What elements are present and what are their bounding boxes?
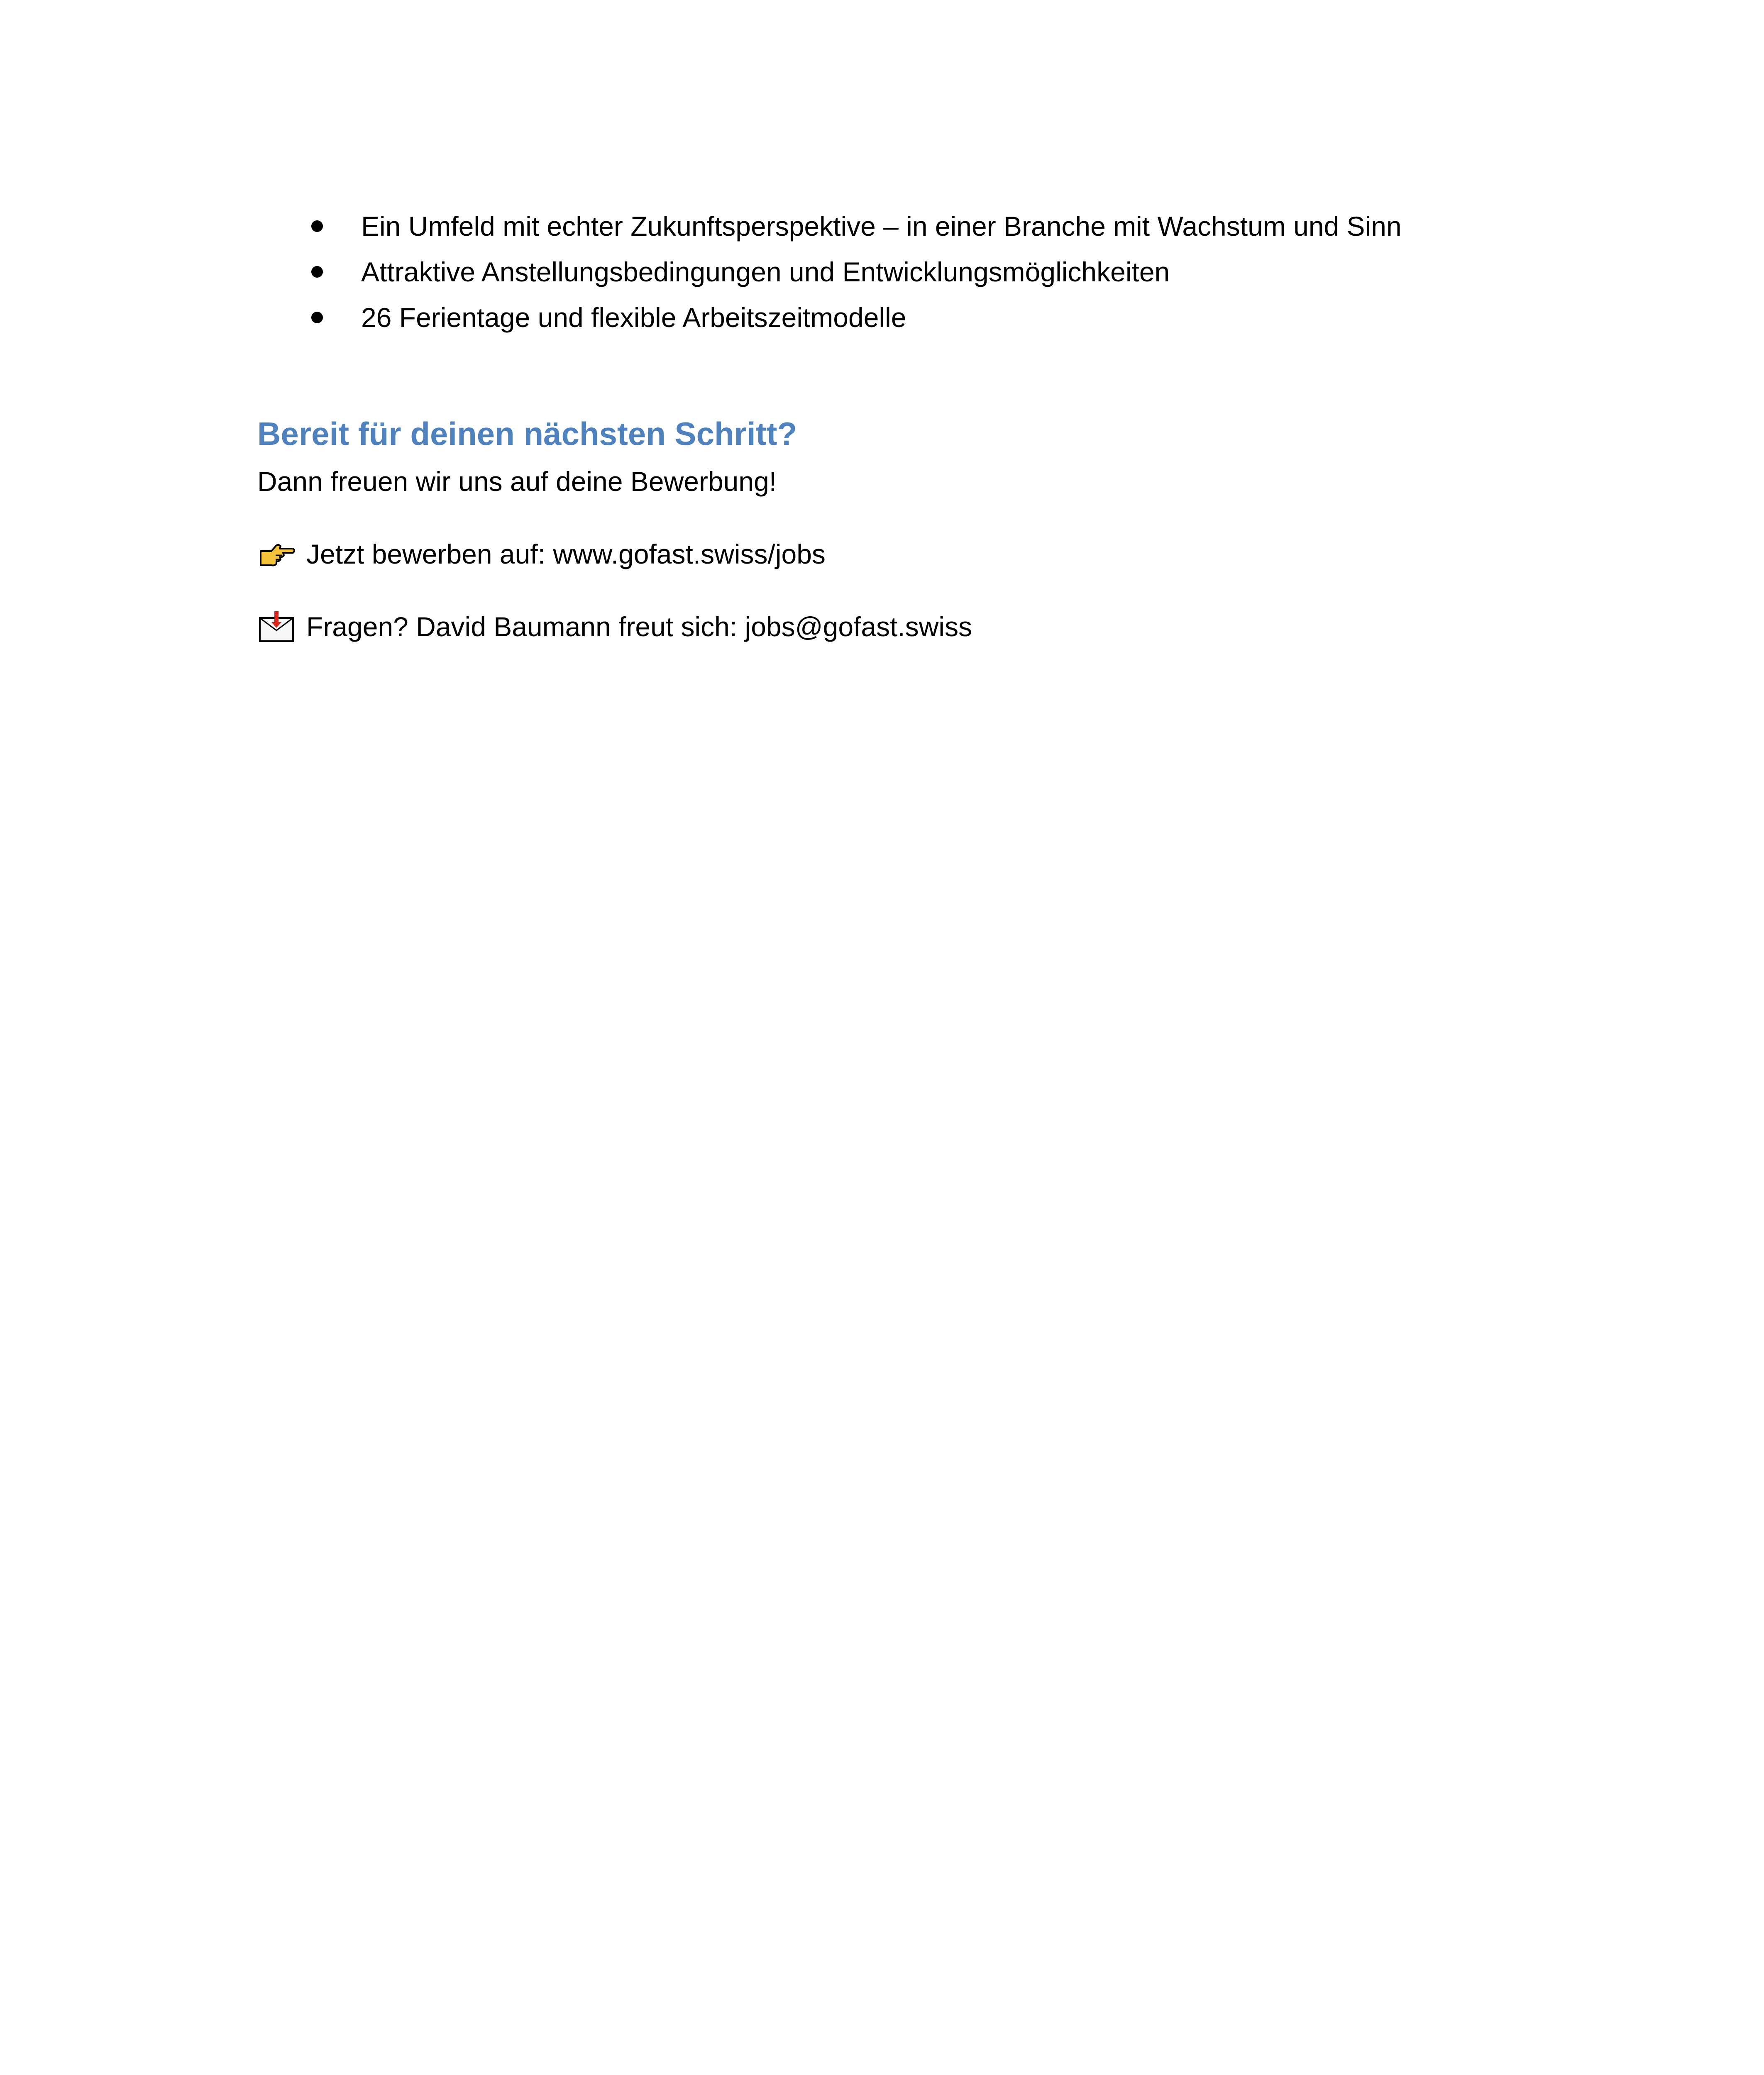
list-item [257,249,1586,295]
apply-text: Jetzt bewerben auf: www.gofast.swiss/jobs [306,539,826,569]
bullet-icon [311,220,323,232]
benefit-text: Attraktive Anstellungsbedingungen und Entwicklungsmöglichkeiten [361,256,1170,287]
pointing-hand-icon [257,535,299,573]
bullet-icon [311,312,323,323]
bullet-icon [311,266,323,278]
questions-text: Fragen? David Baumann freut sich: jobs@gofast.swiss [306,611,972,642]
apply-line [257,535,826,573]
benefits-list [257,203,1586,340]
list-item [257,295,1586,340]
benefit-text: 26 Ferientage und flexible Arbeitszeitmodelle [361,302,906,333]
cta-paragraph: Dann freuen wir uns auf deine Bewerbung! [257,466,777,497]
envelope-icon [257,608,299,645]
list-item [257,203,1586,249]
benefit-text: Ein Umfeld mit echter Zukunftsperspektive – in einer Branche mit Wachstum und Sinn [361,211,1402,242]
section-heading: Bereit für deinen nächsten Schritt? [257,415,797,452]
questions-line [257,608,972,645]
